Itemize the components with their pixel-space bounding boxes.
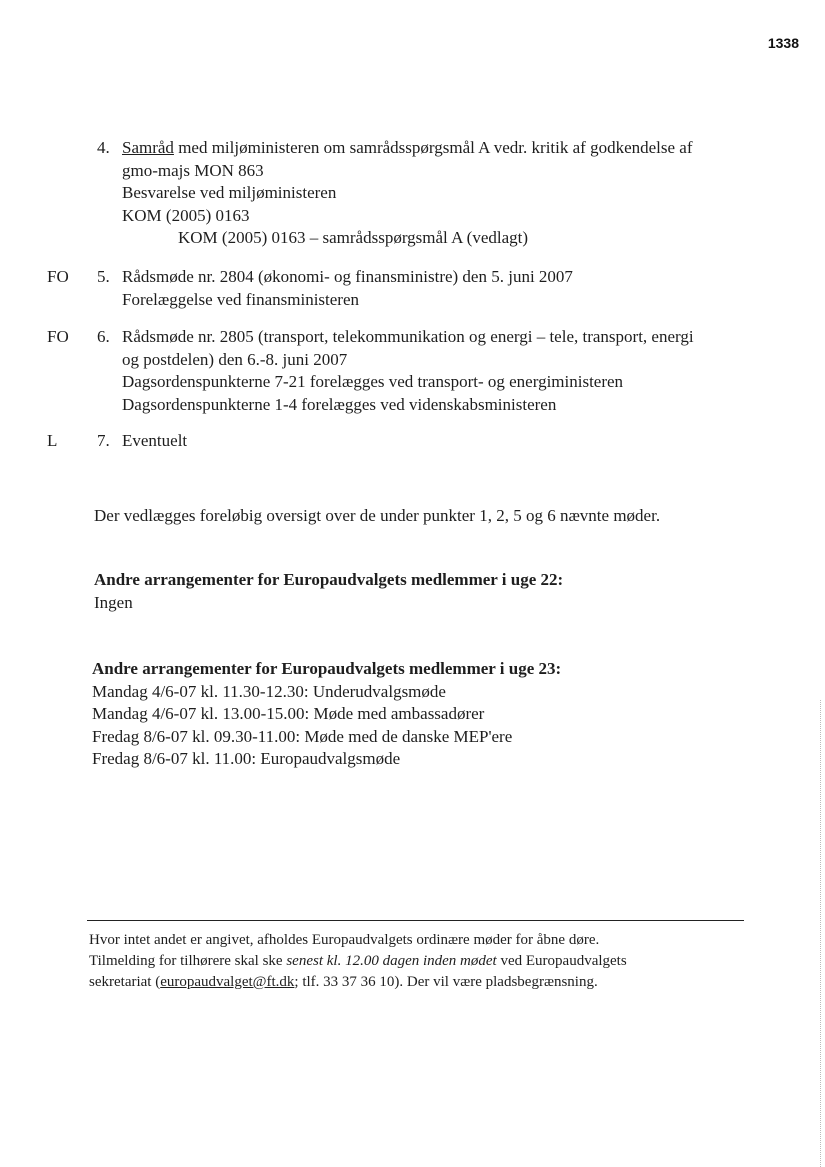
week23-item: Fredag 8/6-07 kl. 11.00: Europaudvalgsmøde: [92, 749, 401, 768]
footnote-line: Hvor intet andet er angivet, afholdes Europaudvalgets ordinære møder for åbne døre.: [89, 932, 600, 948]
agenda-item-number: 6.: [97, 327, 110, 346]
footnote-line: [89, 972, 627, 993]
agenda-item-body: [122, 266, 762, 311]
agenda-item-line: Forelæggelse ved finansministeren: [122, 289, 360, 309]
agenda-item-line: KOM (2005) 0163: [122, 205, 250, 225]
agenda-item-number: 7.: [97, 431, 110, 450]
footnote-text: ; tlf. 33 37 36 10). Der vil være pladsbegrænsning.: [294, 974, 598, 990]
agenda-item-title: Rådsmøde nr. 2804 (økonomi- og finansministre) den 5. juni 2007: [122, 267, 573, 286]
footnote-divider: [87, 920, 744, 921]
week23-item: Mandag 4/6-07 kl. 11.30-12.30: Underudvalgsmøde: [92, 681, 446, 701]
footnote-text: sekretariat (: [89, 974, 161, 990]
agenda-item-line: Besvarelse ved miljøministeren: [122, 183, 337, 202]
week22-item: Ingen: [94, 592, 133, 612]
week23-heading: Andre arrangementer for Europaudvalgets medlemmer i uge 23:: [92, 659, 562, 678]
agenda-item-body: [122, 430, 762, 453]
agenda-item-title: Rådsmøde nr. 2805 (transport, telekommunikation og energi – tele, transport, energi: [122, 327, 694, 346]
scan-edge-mark: [820, 700, 821, 1167]
footnote-text: ved Europaudvalgets: [496, 953, 627, 969]
footnote-line: [89, 951, 627, 972]
agenda-item-line: Dagsordenspunkterne 1-4 forelægges ved videnskabsministeren: [122, 394, 557, 414]
week22-section: [94, 569, 563, 614]
footnote: [89, 930, 627, 993]
agenda-item-code: FO: [47, 327, 69, 346]
agenda-item-number: 4.: [97, 138, 110, 157]
agenda-item-attachment: KOM (2005) 0163 – samrådsspørgsmål A (vedlagt): [178, 228, 529, 247]
email-link[interactable]: europaudvalget@ft.dk: [160, 974, 295, 990]
agenda-item-line: gmo-majs MON 863: [122, 160, 264, 180]
agenda-item-body: [122, 137, 762, 250]
agenda-item-line: Dagsordenspunkterne 7-21 forelægges ved transport- og energiministeren: [122, 372, 624, 391]
agenda-item-line: og postdelen) den 6.-8. juni 2007: [122, 349, 348, 369]
agenda-item-code: FO: [47, 267, 69, 286]
agenda-item-number: 5.: [97, 267, 110, 286]
page-number: 1338: [767, 35, 799, 51]
week23-section: [92, 658, 561, 771]
week23-item: Fredag 8/6-07 kl. 09.30-11.00: Møde med de danske MEP'ere: [92, 726, 513, 746]
week23-item: Mandag 4/6-07 kl. 13.00-15.00: Møde med ambassadører: [92, 704, 485, 723]
samraad-label: Samråd: [122, 138, 174, 157]
agenda-item-title: [122, 137, 762, 160]
footnote-emphasis: senest kl. 12.00 dagen inden mødet: [286, 953, 497, 969]
overview-note: Der vedlægges foreløbig oversigt over de under punkter 1, 2, 5 og 6 nævnte møder.: [94, 506, 661, 525]
footnote-text: Tilmelding for tilhørere skal ske: [89, 953, 287, 969]
agenda-item-body: [122, 326, 762, 416]
agenda-item-code: L: [47, 431, 58, 450]
agenda-item-title-text: med miljøministeren om samrådsspørgsmål A vedr. kritik af godkendelse af: [173, 138, 693, 157]
agenda-item-title: Eventuelt: [122, 431, 188, 450]
week22-heading: Andre arrangementer for Europaudvalgets medlemmer i uge 22:: [94, 570, 564, 589]
